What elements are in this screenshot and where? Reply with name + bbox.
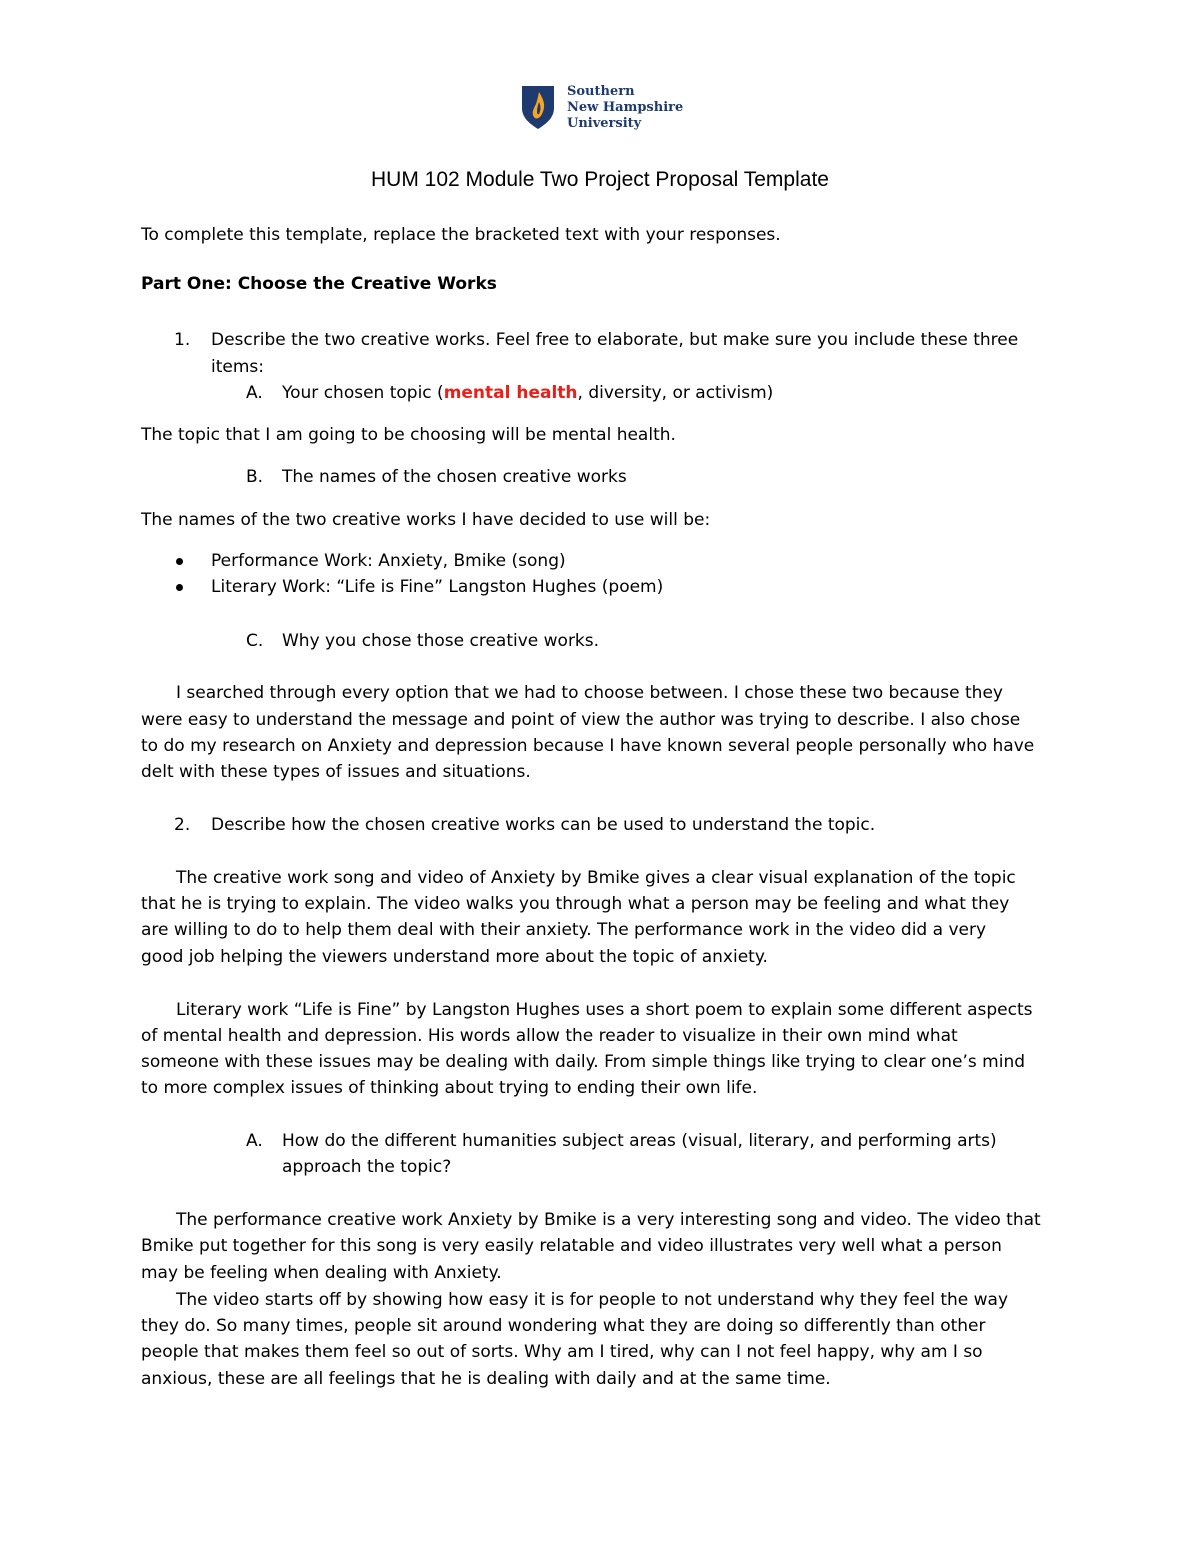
intro-text: To complete this template, replace the bracketed text with your responses. <box>141 225 781 245</box>
answer-2-p2-line: someone with these issues may be dealing with daily. From simple things like trying to clear one’s mind <box>141 1052 1026 1072</box>
answer-2-p1-line: good job helping the viewers understand more about the topic of anxiety. <box>141 947 768 967</box>
q1b-letter: B. <box>246 467 264 487</box>
q1a-after: , diversity, or activism) <box>577 383 774 403</box>
q1a-highlight: mental health <box>443 383 578 403</box>
q2a-letter: A. <box>246 1131 263 1151</box>
q1-text-line1: Describe the two creative works. Feel free to elaborate, but make sure you include these three <box>211 330 1019 350</box>
flame-shield-icon <box>520 84 556 130</box>
answer-2-p1-line: that he is trying to explain. The video walks you through what a person may be feeling and what they <box>141 894 1010 914</box>
q2a-text-line1: How do the different humanities subject areas (visual, literary, and performing arts) <box>282 1131 997 1151</box>
answer-2a-p2-line: anxious, these are all feelings that he is dealing with daily and at the same time. <box>141 1369 831 1389</box>
part-one-heading: Part One: Choose the Creative Works <box>141 274 497 294</box>
q2-number: 2. <box>174 815 191 835</box>
bullet-item: Literary Work: “Life is Fine” Langston Hughes (poem) <box>211 577 664 597</box>
q1a-letter: A. <box>246 383 263 403</box>
q1c-letter: C. <box>246 631 264 651</box>
bullet-marker <box>176 584 183 591</box>
q1c-text: Why you chose those creative works. <box>282 631 600 651</box>
answer-1a: The topic that I am going to be choosing will be mental health. <box>141 425 676 445</box>
answer-1c-line: delt with these types of issues and situations. <box>141 762 531 782</box>
answer-2-p2-line: of mental health and depression. His words allow the reader to visualize in their own mind what <box>141 1026 958 1046</box>
answer-1c-line: I searched through every option that we had to choose between. I chose these two because they <box>176 683 1003 703</box>
q1b-text: The names of the chosen creative works <box>282 467 627 487</box>
answer-2a-p1-line: may be feeling when dealing with Anxiety. <box>141 1263 502 1283</box>
answer-2a-p2-line: they do. So many times, people sit around wondering what they are doing so differently than other <box>141 1316 986 1336</box>
answer-2a-p2-line: The video starts off by showing how easy it is for people to not understand why they feel the way <box>176 1290 1009 1310</box>
answer-2a-p2-line: people that makes them feel so out of sorts. Why am I tired, why can I not feel happy, why am I so <box>141 1342 983 1362</box>
university-logo <box>520 84 690 134</box>
q1a-text <box>282 380 773 407</box>
logo-line-3: University <box>567 116 642 131</box>
answer-2a-p1-line: Bmike put together for this song is very easily relatable and video illustrates very well what a person <box>141 1236 1002 1256</box>
logo-line-2: New Hampshire <box>567 100 684 115</box>
answer-1c-line: were easy to understand the message and point of view the author was trying to describe. I also chose <box>141 710 1021 730</box>
document-title: HUM 102 Module Two Project Proposal Template <box>371 168 829 191</box>
answer-1b-intro: The names of the two creative works I have decided to use will be: <box>141 510 711 530</box>
answer-2-p2-line: to more complex issues of thinking about trying to ending their own life. <box>141 1078 758 1098</box>
answer-2-p2-line: Literary work “Life is Fine” by Langston Hughes uses a short poem to explain some different aspects <box>176 1000 1033 1020</box>
answer-2a-p1-line: The performance creative work Anxiety by Bmike is a very interesting song and video. The video that <box>176 1210 1041 1230</box>
logo-line-1: Southern <box>567 84 635 99</box>
bullet-marker <box>176 558 183 565</box>
bullet-item: Performance Work: Anxiety, Bmike (song) <box>211 551 566 571</box>
answer-1c-line: to do my research on Anxiety and depression because I have known several people personally who have <box>141 736 1035 756</box>
q2-text: Describe how the chosen creative works can be used to understand the topic. <box>211 815 876 835</box>
answer-2-p1-line: The creative work song and video of Anxiety by Bmike gives a clear visual explanation of the topic <box>176 868 1016 888</box>
q2a-text-line2: approach the topic? <box>282 1157 452 1177</box>
university-name <box>567 84 683 132</box>
q1a-before: Your chosen topic ( <box>282 383 444 403</box>
q1-number: 1. <box>174 330 191 350</box>
q1-text-line2: items: <box>211 357 264 377</box>
answer-2-p1-line: are willing to do to help them deal with their anxiety. The performance work in the video did a very <box>141 920 987 940</box>
